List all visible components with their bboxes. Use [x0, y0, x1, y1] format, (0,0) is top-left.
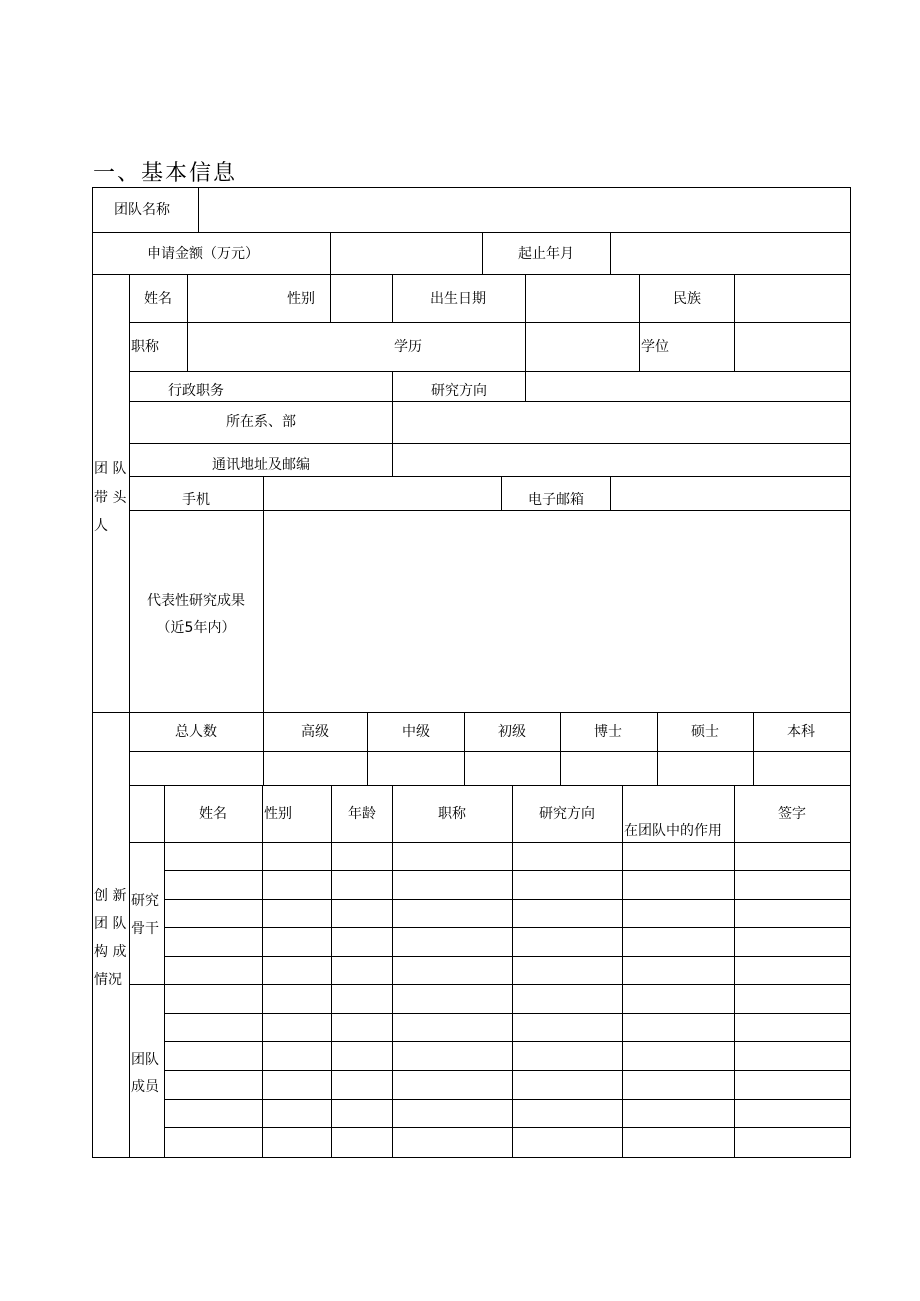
- table-border: [92, 187, 851, 188]
- header-junior: 初级: [498, 724, 526, 740]
- ethnicity-label: 民族: [673, 291, 701, 307]
- row-divider: [164, 899, 851, 900]
- cell-divider: [482, 232, 483, 274]
- cell-divider: [622, 785, 623, 1158]
- cell-divider: [187, 274, 188, 371]
- header-senior: 高级: [301, 724, 329, 740]
- cell-divider: [464, 712, 465, 785]
- row-divider: [164, 1041, 851, 1042]
- cell-divider: [610, 232, 611, 274]
- team-name-label: 团队名称: [114, 202, 170, 218]
- members-label: 成员: [131, 1079, 159, 1095]
- row-divider: [92, 232, 851, 233]
- table-border: [92, 187, 93, 1158]
- cell-divider: [657, 712, 658, 785]
- degree-label: 学位: [641, 339, 669, 355]
- education-label: 学历: [394, 339, 422, 355]
- cell-divider: [392, 785, 393, 1158]
- cell-divider: [525, 274, 526, 401]
- row-divider: [164, 1127, 851, 1128]
- cell-divider: [501, 476, 502, 510]
- cell-divider: [392, 274, 393, 322]
- cell-divider: [734, 274, 735, 371]
- member-header-name: 姓名: [199, 806, 227, 822]
- cell-divider: [367, 712, 368, 785]
- member-header-title: 职称: [438, 806, 466, 822]
- cell-divider: [331, 785, 332, 1158]
- backbone-label: 研究: [131, 893, 159, 909]
- cell-divider: [639, 274, 640, 371]
- backbone-label: 骨干: [131, 921, 159, 937]
- composition-side-label: 情况: [94, 972, 122, 988]
- composition-side-label: 团 队: [94, 916, 127, 932]
- row-divider: [164, 1099, 851, 1100]
- row-divider: [129, 476, 851, 477]
- composition-side-label: 创 新: [94, 888, 127, 904]
- row-divider: [164, 956, 851, 957]
- department-label: 所在系、部: [226, 414, 296, 430]
- row-divider: [129, 785, 851, 786]
- row-divider: [164, 1070, 851, 1071]
- email-label: 电子邮箱: [528, 492, 584, 508]
- row-divider: [129, 510, 851, 511]
- cell-divider: [392, 371, 393, 401]
- row-divider: [92, 712, 851, 713]
- row-divider: [92, 274, 851, 275]
- row-divider: [129, 401, 851, 402]
- cell-divider: [330, 232, 331, 274]
- admin-position-label: 行政职务: [168, 383, 224, 399]
- row-divider: [129, 322, 851, 323]
- member-header-research: 研究方向: [539, 806, 595, 822]
- cell-divider: [164, 785, 165, 1158]
- header-bachelors: 本科: [787, 724, 815, 740]
- header-total: 总人数: [175, 724, 217, 740]
- achievements-prefix: （近: [156, 620, 185, 636]
- header-doctorate: 博士: [594, 724, 622, 740]
- table-border: [92, 1157, 851, 1158]
- row-divider: [129, 443, 851, 444]
- address-label: 通讯地址及邮编: [212, 457, 310, 473]
- achievements-label: 代表性研究成果: [147, 593, 245, 609]
- achievements-years: 5: [184, 620, 194, 636]
- leader-side-label: 团 队: [94, 461, 127, 477]
- member-header-age: 年龄: [348, 806, 376, 822]
- gender-label: 性别: [287, 291, 315, 307]
- period-label: 起止年月: [518, 246, 574, 262]
- cell-divider: [330, 274, 331, 322]
- cell-divider: [262, 785, 263, 1158]
- leader-side-label: 人: [94, 518, 108, 534]
- members-label: 团队: [131, 1052, 159, 1068]
- row-divider: [129, 371, 851, 372]
- mobile-label: 手机: [182, 492, 210, 508]
- cell-divider: [263, 476, 264, 712]
- row-divider: [164, 1013, 851, 1014]
- member-header-gender: 性别: [264, 806, 292, 822]
- amount-label: 申请金额（万元）: [147, 246, 259, 262]
- name-label: 姓名: [144, 291, 172, 307]
- cell-divider: [392, 401, 393, 476]
- row-divider: [129, 984, 851, 985]
- row-divider: [164, 927, 851, 928]
- cell-divider: [610, 476, 611, 510]
- research-direction-label: 研究方向: [431, 383, 487, 399]
- row-divider: [129, 751, 851, 752]
- cell-divider: [129, 274, 130, 1158]
- cell-divider: [560, 712, 561, 785]
- achievements-period: [157, 620, 236, 636]
- cell-divider: [263, 712, 264, 785]
- row-divider: [164, 870, 851, 871]
- cell-divider: [512, 785, 513, 1158]
- cell-divider: [734, 785, 735, 1158]
- birth-date-label: 出生日期: [430, 291, 486, 307]
- header-masters: 硕士: [691, 724, 719, 740]
- composition-side-label: 构 成: [94, 944, 127, 960]
- member-header-signature: 签字: [778, 806, 806, 822]
- section-heading: 一、基本信息: [93, 161, 238, 186]
- row-divider: [129, 842, 851, 843]
- cell-divider: [753, 712, 754, 785]
- cell-divider: [198, 187, 199, 232]
- member-header-role: 在团队中的作用: [624, 823, 722, 839]
- title-label: 职称: [131, 339, 159, 355]
- leader-side-label: 带 头: [94, 490, 127, 506]
- achievements-suffix: 年内）: [193, 620, 236, 636]
- header-intermediate: 中级: [402, 724, 430, 740]
